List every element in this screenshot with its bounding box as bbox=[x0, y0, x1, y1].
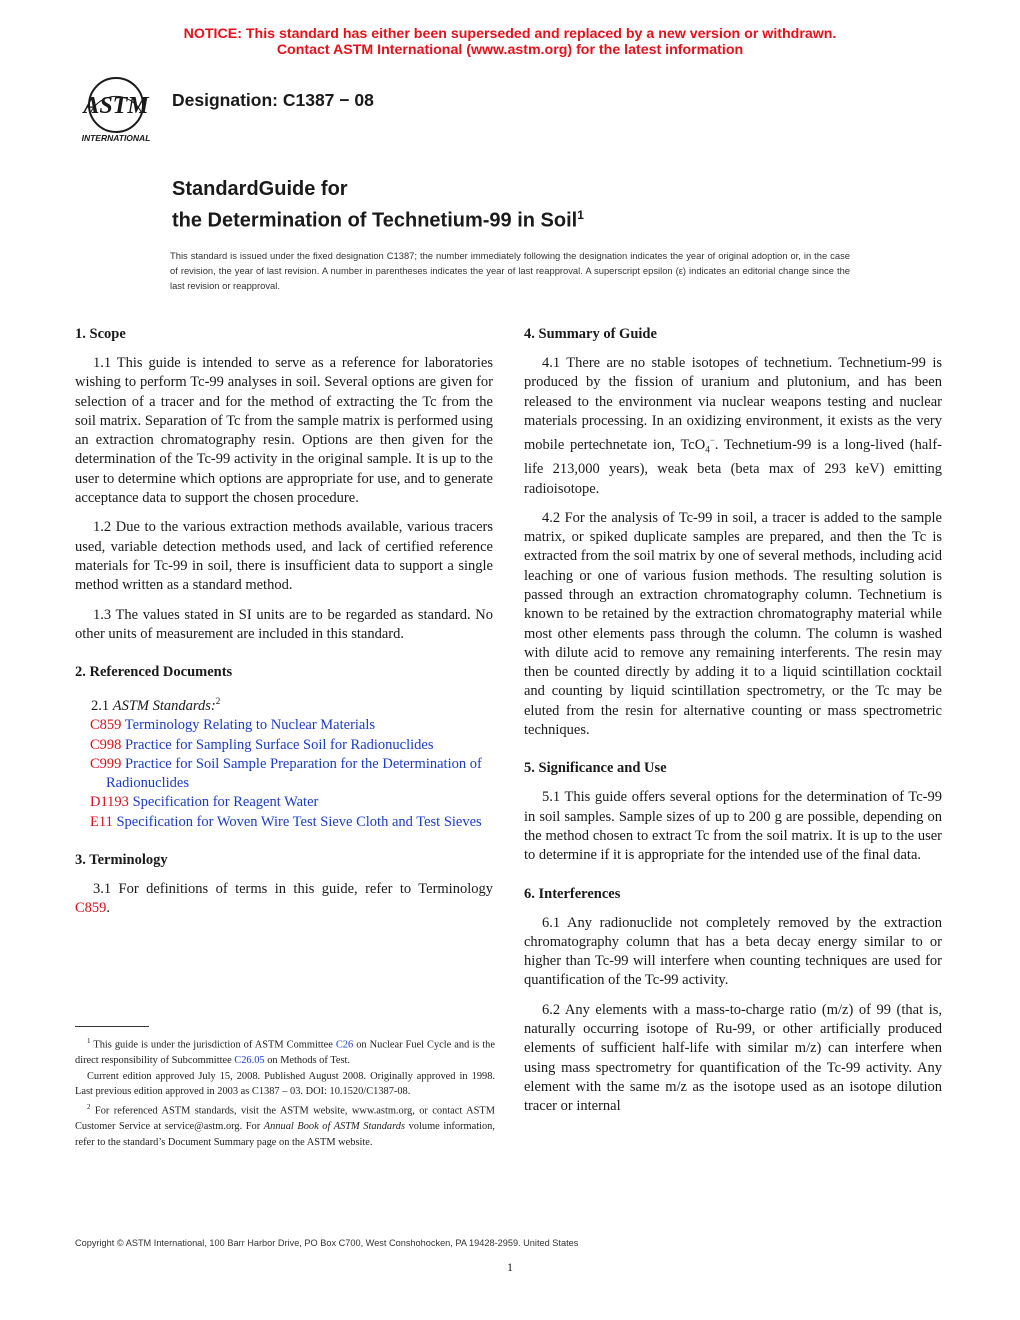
section-heading: 2. Referenced Documents bbox=[75, 664, 233, 681]
section-heading: 5. Significance and Use bbox=[524, 760, 667, 777]
title-line-2: the Determination of Technetium-99 in Soil$^1$ bbox=[172, 208, 584, 232]
title-footnote-mark: 1 bbox=[577, 208, 584, 222]
committee-link[interactable]: C26 bbox=[335, 1039, 354, 1051]
reference-item[interactable] bbox=[75, 716, 493, 735]
paragraph: 4.2 For the analysis of Tc-99 in soil, a tracer is added to the sample matrix, or spiked duplicate samples are prepared, and then the Tc is extracted from the soil matrix by one of several methods, including acid leaching or one of various fusion methods. The resulting solution is passed through an extraction chromatography column. Technetium is known to be retained by the extraction chromatography material while most other elements pass through the column. The column is washed with dilute acid to remove any remaining interferents. The resin may then be counted directly by adding it to a liquid scintillation cocktail and counting by liquid scintillation spectrometry, or the Tc may be eluted from the resin for alternative counting or mass spectrometric techniques. bbox=[524, 509, 942, 739]
footnote-1-edition: Current edition approved July 15, 2008. Published August 2008. Originally approved in 1998. Last previous edition approved in 2003 as C1387 – 03. DOI: 10.1520/C1387-08. bbox=[75, 1070, 495, 1098]
reference-item[interactable] bbox=[75, 793, 493, 812]
section-heading: 6. Interferences bbox=[524, 885, 621, 902]
logo-subtext: INTERNATIONAL bbox=[81, 133, 151, 143]
reference-title-link[interactable]: Specification for Reagent Water bbox=[132, 794, 319, 811]
reference-title-link[interactable]: Terminology Relating to Nuclear Materials bbox=[124, 717, 376, 734]
paragraph: 3.1 For definitions of terms in this guide, refer to Terminology C859. bbox=[75, 881, 493, 917]
reference-item[interactable] bbox=[75, 755, 493, 794]
reference-item[interactable] bbox=[75, 736, 493, 755]
document-title bbox=[172, 176, 584, 234]
footnote-1: $^1$ This guide is under the jurisdiction of ASTM Committee C26 on Nuclear Fuel Cycle and is the direct responsibility of Subcommittee C26.05 on Methods of Test. bbox=[75, 1037, 495, 1067]
reference-code-link[interactable]: E11 bbox=[90, 813, 113, 830]
reference-code-link[interactable]: C859 bbox=[90, 717, 122, 734]
section-interferences bbox=[524, 884, 942, 1117]
reference-code-link[interactable]: C998 bbox=[90, 736, 122, 753]
left-column bbox=[75, 320, 493, 937]
paragraph: 1.1 This guide is intended to serve as a reference for laboratories wishing to perform Tc-99 analyses in soil. Several options are given for selection of a tracer and for the method of extracting the Tc from the soil matrix. Separation of Tc from the sample matrix is performed using an extraction chromatography resin. Options are then given for the determination of the Tc-99 activity in the original sample. It is up to the user to determine which options are appropriate for use, and to generate acceptance data to support the chosen procedure. bbox=[75, 355, 493, 507]
paragraph: 1.3 The values stated in SI units are to be regarded as standard. No other units of measurement are included in this standard. bbox=[75, 606, 493, 642]
right-column bbox=[524, 320, 942, 1135]
logo-mark-text: ASTM bbox=[83, 93, 149, 119]
reference-title-link[interactable]: Practice for Sampling Surface Soil for Radionuclides bbox=[125, 736, 434, 753]
paragraph: 1.2 Due to the various extraction methods available, various tracers used, variable detection methods used, and lack of certified reference materials for Tc-99 in soil, there is insufficient data to support a single method written as a standard method. bbox=[75, 519, 493, 594]
paragraph: 6.1 Any radionuclide not completely removed by the extraction chromatography column that has a beta decay energy similar to or higher than Tc-99 will interfere when counting techniques are used for quantification of the Tc-99 activity. bbox=[524, 914, 942, 989]
page-number: 1 bbox=[507, 1260, 513, 1274]
reference-code-link[interactable]: D1193 bbox=[90, 794, 129, 811]
footnotes bbox=[75, 1034, 495, 1150]
notice-line-1: NOTICE: This standard has either been superseded and replaced by a new version or withdrawn. bbox=[183, 26, 837, 42]
paragraph: 6.2 Any elements with a mass-to-charge ratio (m/z) of 99 (that is, naturally occurring isotope of Ru-99, or other artificially produced elements of sufficient half-life with similar m/z) can interfere when using mass spectrometry for quantification of the Tc-99 activity. Any element with the same m/z as the isotope used as an isotope dilution tracer or internal bbox=[524, 1001, 942, 1115]
paragraph: 4.1 There are no stable isotopes of technetium. Technetium-99 is produced by the fission of uranium and plutonium, and has been released to the environment via nuclear weapons testing and nuclear materials processing. In an oxidizing environment, it exists as the very mobile pertechnetate ion, TcO$_4$−. Technetium-99 is a long-lived (half-life 213,000 years), weak beta (beta max of 293 keV) emitting radioisotope. bbox=[524, 355, 942, 497]
astm-logo-icon bbox=[70, 72, 162, 144]
designation: Designation: C1387 − 08 bbox=[172, 90, 374, 110]
title-line-1: StandardGuide for bbox=[172, 178, 348, 200]
reference-code-link[interactable]: C999 bbox=[90, 755, 122, 772]
reference-item[interactable] bbox=[75, 813, 493, 832]
footnote-divider bbox=[75, 1026, 149, 1027]
section-heading: 4. Summary of Guide bbox=[524, 326, 657, 342]
astm-standards-lead: 2.1 ASTM Standards:$^2$ bbox=[91, 696, 221, 714]
withdrawn-notice bbox=[0, 26, 1020, 58]
section-terminology bbox=[75, 850, 493, 919]
copyright: Copyright © ASTM International, 100 Barr Harbor Drive, PO Box C700, West Conshohocken, PA 19428-2959. United States bbox=[75, 1238, 579, 1248]
section-referenced-documents bbox=[75, 662, 493, 832]
issuance-statement: This standard is issued under the fixed designation C1387; the number immediately following the designation indicates the year of original adoption or, in the case of revision, the year of last revision. A number in parentheses indicates the year of last reapproval. A superscript epsilon (ε) indicates an editorial change since the last revision or reapproval. bbox=[170, 250, 850, 291]
notice-line-2: Contact ASTM International (www.astm.org) for the latest information bbox=[276, 42, 744, 58]
section-summary bbox=[524, 324, 942, 740]
terminology-link[interactable]: C859 bbox=[75, 900, 107, 917]
section-scope bbox=[75, 324, 493, 644]
section-significance bbox=[524, 758, 942, 865]
reference-title-link[interactable]: Practice for Soil Sample Preparation for the Determination of Radionuclides bbox=[106, 755, 482, 792]
subcommittee-link[interactable]: C26.05 bbox=[234, 1055, 265, 1067]
reference-title-link[interactable]: Specification for Woven Wire Test Sieve Cloth and Test Sieves bbox=[116, 813, 482, 830]
section-heading: 1. Scope bbox=[75, 326, 126, 342]
footnote-2: $^2$ For referenced ASTM standards, visit the ASTM website, www.astm.org, or contact ASTM Customer Service at service@astm.org. For Annual Book of ASTM Standards volume information, refer to the standard’s Document Summary page on the ASTM website. bbox=[75, 1102, 495, 1148]
section-heading: 3. Terminology bbox=[75, 852, 168, 869]
paragraph: 5.1 This guide offers several options for the determination of Tc-99 in soil samples. Sample sizes of up to 200 g are possible, depending on the method chosen to extract Tc from the soil matrix. It is up to the user to determine if it is appropriate for the intended use of the final data. bbox=[524, 789, 942, 864]
